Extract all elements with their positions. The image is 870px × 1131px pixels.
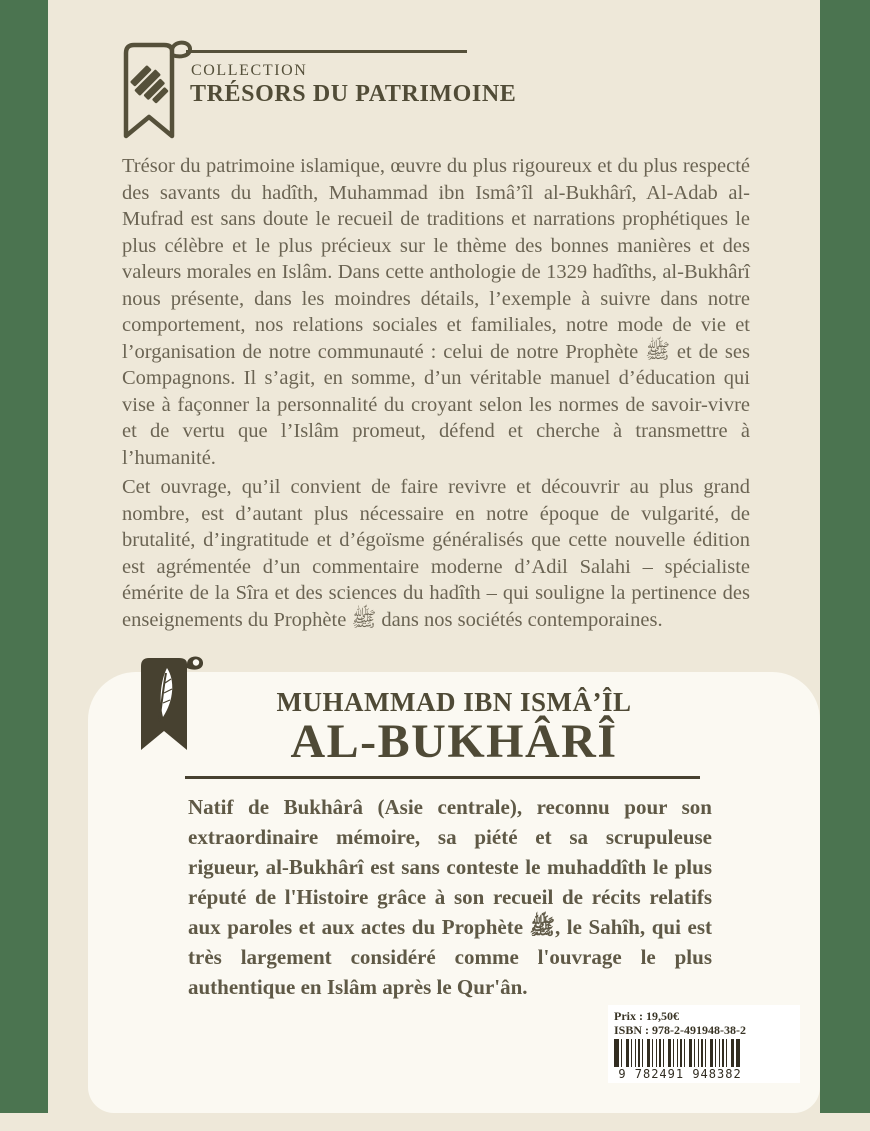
- barcode-block: [608, 1005, 800, 1083]
- price-label: Prix : 19,50€: [614, 1009, 679, 1023]
- author-bio: Natif de Bukhârâ (Asie centrale), reconnu pour son extraordinaire mémoire, sa piété et sa scrupuleuse rigueur, al-Bukhârî est sans conteste le muhaddîth le plus réputé de l'Histoire grâce à son recueil de récits relatifs aux paroles et aux actes du Prophète ﷺ, le Sahîh, qui est très largement considéré comme l'ouvrage le plus authentique en Islâm après le Qur'ân.: [188, 795, 712, 999]
- author-panel: [88, 672, 820, 1113]
- spine-edge-right: [820, 0, 870, 1113]
- header-rule: [186, 50, 467, 53]
- author-name-line-1: MUHAMMAD IBN ISMÂ’ÎL: [276, 687, 632, 717]
- bookmark-books-icon: [116, 38, 194, 144]
- collection-title: TRÉSORS DU PATRIMOINE: [190, 81, 517, 107]
- collection-label: COLLECTION: [191, 62, 308, 79]
- author-name-line-2: AL-BUKHÂRÎ: [290, 715, 618, 768]
- synopsis-paragraph-2: Cet ouvrage, qu’il convient de faire revivre et découvrir au plus grand nombre, est d’autant plus nécessaire en notre époque de vulgarité, de brutalité, d’ingratitude et d’égoïsme généralisés que cette nouvelle édition est agrémentée d’un commentaire moderne d’Adil Salahi – spécialiste émérite de la Sîra et des sciences du hadîth – qui souligne la pertinence des enseignements du Prophète ﷺ dans nos sociétés contemporaines.: [122, 476, 750, 631]
- isbn-label: ISBN : 978-2-491948-38-2: [614, 1023, 746, 1037]
- barcode-bars: [614, 1039, 740, 1067]
- synopsis-paragraph-1: Trésor du patrimoine islamique, œuvre du plus rigoureux et du plus respecté des savants du hadîth, Muhammad ibn Ismâ’îl al-Bukhârî, Al-Adab al-Mufrad est sans doute le recueil de traditions et narrations prophétiques le plus célèbre et le plus précieux sur le thème des bonnes manières et des valeurs morales en Islâm. Dans cette anthologie de 1329 hadîths, al-Bukhârî nous présente, dans les moindres détails, l’exemple à suivre dans notre comportement, nos relations sociales et familiales, notre mode de vie et l’organisation de notre communauté : celui de notre Prophète ﷺ et de ses Compagnons. Il s’agit, en somme, d’un véritable manuel d’éducation qui vise à façonner la personnalité du croyant selon les normes de savoir-vivre et de vertu que l’Islâm promeut, défend et cherche à transmettre à l’humanité.: [122, 155, 750, 469]
- spine-edge-left: [0, 0, 48, 1113]
- barcode-digits: 9 782491 948382: [618, 1067, 742, 1081]
- author-rule: [185, 776, 700, 779]
